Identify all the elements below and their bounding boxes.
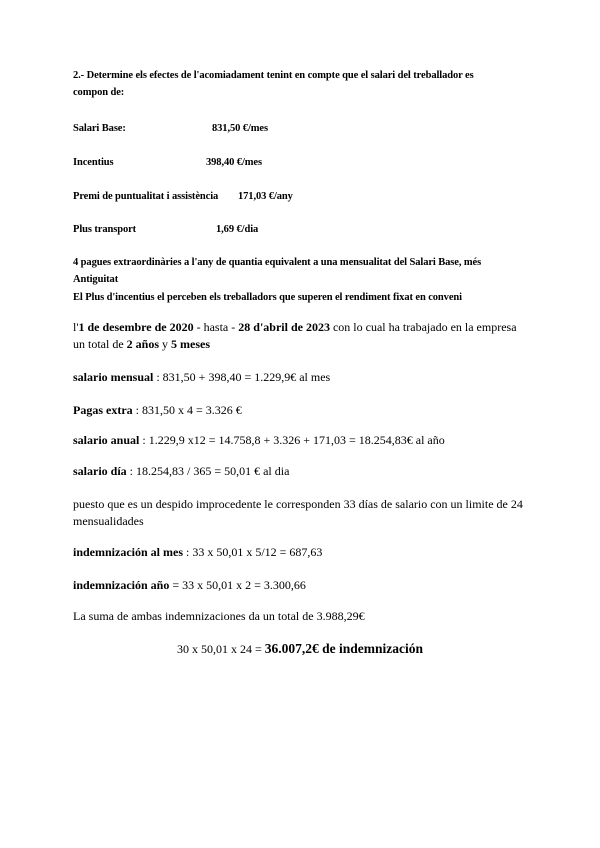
period-years: 2 años — [126, 337, 159, 351]
item-incentius — [73, 157, 114, 168]
calc-expr: : 831,50 + 398,40 = 1.229,9€ al mes — [153, 370, 331, 384]
item-value: 831,50 €/mes — [212, 123, 268, 134]
indem-label: indemnización al mes — [73, 545, 183, 559]
final-result — [0, 641, 600, 657]
calc-expr: : 831,50 x 4 = 3.326 € — [132, 403, 242, 417]
calc-salario-mensual — [73, 370, 330, 385]
item-premi — [73, 191, 218, 202]
period-end: 28 d'abril de 2023 — [238, 320, 330, 334]
question-line-1: 2.- Determine els efectes de l'acomiadament tenint en compte que el salari del treballador es — [73, 70, 474, 81]
sum-text: La suma de ambas indemnizaciones da un total de 3.988,29€ — [73, 609, 365, 623]
item-label: Premi de puntualitat i assistència — [73, 191, 219, 202]
calc-label: salario anual — [73, 433, 140, 447]
indem-label: indemnización año — [73, 578, 170, 592]
calc-salario-anual — [73, 433, 445, 448]
calc-expr: : 18.254,83 / 365 = 50,01 € al dia — [126, 464, 290, 478]
item-value: 171,03 €/any — [238, 191, 293, 202]
final-total: 36.007,2€ de indemnización — [264, 641, 424, 656]
indem-expr: : 33 x 50,01 x 5/12 = 687,63 — [183, 545, 323, 559]
indem-ano — [73, 578, 306, 593]
calc-label: salario día — [73, 464, 127, 478]
item-label: Plus transport — [73, 224, 137, 235]
calc-label: salario mensual — [73, 370, 154, 384]
notes-line-3: El Plus d'incentius el perceben els treballadors que superen el rendiment fixat en conveni — [73, 292, 462, 303]
period-and: y — [159, 337, 171, 351]
notes-line-2: Antiguitat — [73, 274, 119, 285]
period-line-2 — [73, 337, 210, 352]
period-suffix: con lo cual ha trabajado en la empresa — [329, 320, 517, 334]
calc-expr: : 1.229,9 x12 = 14.758,8 + 3.326 + 171,03 = 18.254,83€ al año — [139, 433, 445, 447]
item-label: Incentius — [73, 157, 114, 168]
despido-line-1: puesto que es un despido improcedente le corresponden 33 días de salario con un limite de 24 — [73, 497, 523, 511]
notes-line-1: 4 pagues extraordinàries a l'any de quantia equivalent a una mensualitat del Salari Base, més — [73, 257, 482, 268]
item-value: 398,40 €/mes — [206, 157, 262, 168]
item-plus-transport — [73, 224, 136, 235]
final-expr: 30 x 50,01 x 24 = — [176, 642, 265, 656]
period-months: 5 meses — [171, 337, 210, 351]
period-prefix: l' — [73, 320, 79, 334]
item-label: Salari Base: — [73, 123, 126, 134]
item-value: 1,69 €/dia — [216, 224, 259, 235]
period-mid: - hasta - — [193, 320, 239, 334]
period-start: 1 de desembre de 2020 — [78, 320, 194, 334]
item-salari-base — [73, 123, 126, 134]
calc-pagas-extra — [73, 403, 242, 418]
question-line-2: compon de: — [73, 87, 125, 98]
despido-line-2: mensualidades — [73, 514, 144, 528]
period-line-1 — [73, 320, 517, 335]
indem-al-mes — [73, 545, 322, 560]
period-total-prefix: un total de — [73, 337, 127, 351]
calc-salario-dia — [73, 464, 289, 479]
indem-expr: = 33 x 50,01 x 2 = 3.300,66 — [169, 578, 306, 592]
calc-label: Pagas extra — [73, 403, 133, 417]
